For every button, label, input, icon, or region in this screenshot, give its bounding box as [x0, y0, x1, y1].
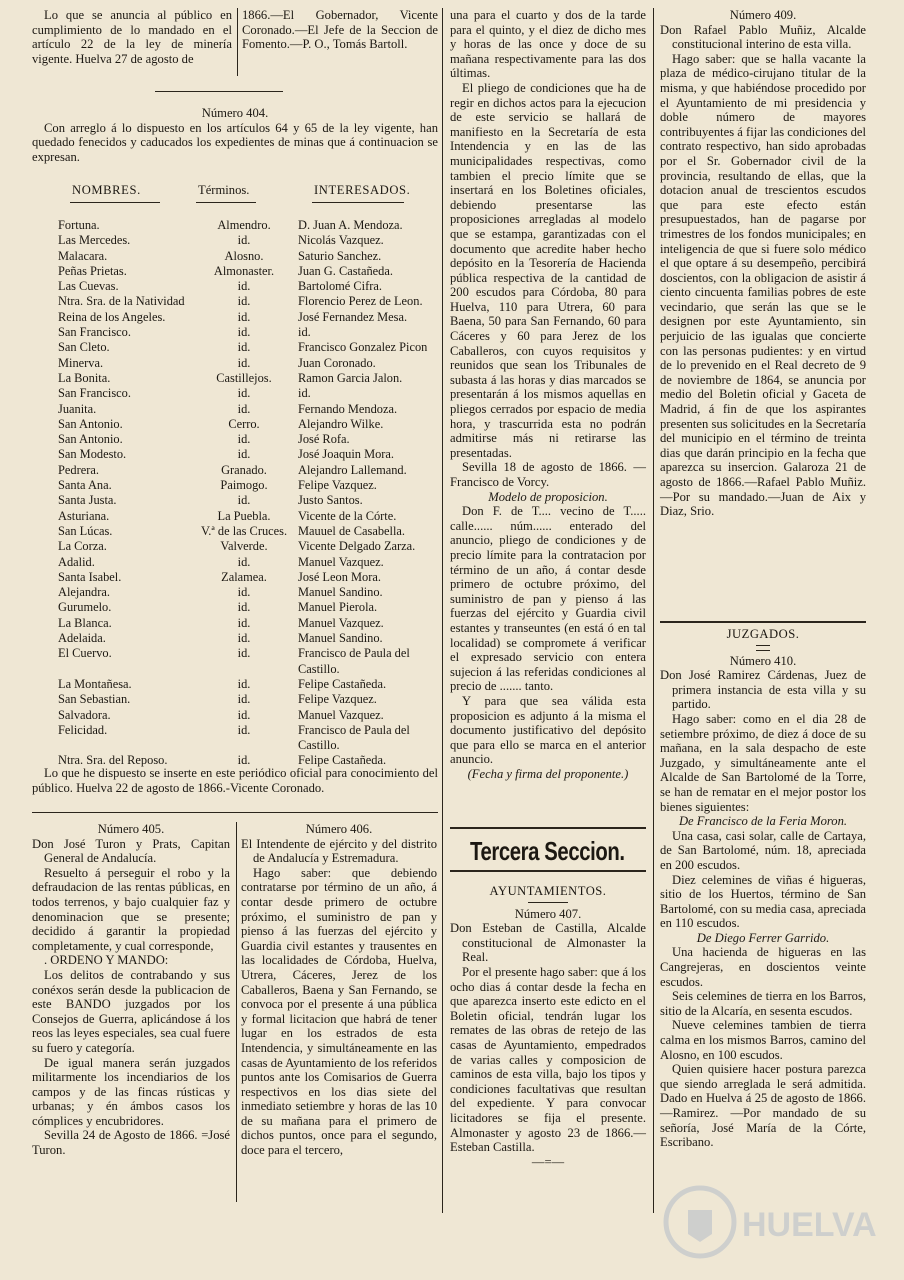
mine-name-cell: Ntra. Sra. de la Natividad: [58, 294, 185, 309]
termino-cell: V.ª de las Cruces.: [200, 523, 288, 538]
notice-406-para: una para el cuarto y dos de la tarde para el quinto, y el diez de dicho mes y horas de las once y doce de su mañana respectivamente para las dos últimas.: [450, 8, 646, 81]
mine-name-cell: Santa Isabel.: [58, 569, 122, 584]
table-row: [58, 356, 438, 371]
termino-cell: id.: [237, 294, 251, 309]
termino-cell: id.: [237, 585, 251, 600]
mine-name-cell: Asturiana.: [58, 508, 110, 523]
table-row: [58, 478, 438, 493]
termino-cell: id.: [237, 646, 251, 661]
continuation-text: Lo que se anuncia al público en cumplimiento de lo mandado en el artículo 22 de la ley de minería vigente. Huelva 27 de agosto de: [32, 8, 232, 66]
interesado-cell: Fernando Mendoza.: [298, 401, 398, 416]
termino-cell: id.: [237, 233, 251, 248]
owner-name: De Diego Ferrer Garrido.: [696, 930, 830, 945]
mine-name-cell: Fortuna.: [58, 218, 100, 232]
interesado-cell: José Rofa.: [298, 432, 350, 447]
table-row: [58, 662, 438, 677]
interesado-cell: Manuel Vazquez.: [298, 554, 384, 569]
table-row: [58, 585, 438, 600]
termino-cell: id.: [237, 615, 251, 630]
small-rule: [528, 902, 568, 903]
table-row: [58, 264, 438, 279]
termino-cell: Paimogo.: [220, 478, 268, 493]
table-row: [58, 447, 438, 462]
interesado-cell: Manuel Pierola.: [298, 600, 378, 615]
notice-405-para: Los delitos de contrabando y sus conéxos serán desde la publicacion de este BANDO juzgados por los Consejos de Guerra, aplicándose á los reos las leyes especiales, sea cual fuere su fuero y categoría.: [32, 967, 230, 1055]
column-divider: [442, 8, 443, 1213]
table-row: [58, 249, 438, 264]
notice-405: [32, 822, 230, 1158]
termino-cell: id.: [237, 447, 251, 462]
header-rule: [196, 202, 256, 203]
interesado-cell: Saturio Sanchez.: [298, 248, 382, 263]
top-mid-continuation: [242, 8, 438, 52]
notice-406-heading: El Intendente de ejército y del distrito de Andalucía y Estremadura.: [241, 836, 437, 866]
table-row: [58, 723, 438, 738]
header-interesados: INTERESADOS.: [314, 183, 411, 197]
column-divider: [653, 8, 654, 1213]
mine-name-cell: Gurumelo.: [58, 600, 112, 615]
library-seal-watermark: [660, 1170, 877, 1260]
termino-cell: id.: [237, 309, 251, 324]
ayuntamientos-section: [450, 884, 646, 1169]
header-nombres: NOMBRES.: [72, 183, 141, 197]
seal-wordmark: HUELVA: [742, 1206, 877, 1244]
table-row: [58, 340, 438, 355]
notice-406-title: Número 406.: [305, 822, 373, 836]
interesado-cell: Vicente Delgado Zarza.: [298, 539, 416, 554]
mine-name-cell: La Blanca.: [58, 615, 112, 630]
mine-name-cell: Alejandra.: [58, 585, 110, 600]
juzgados-section: [660, 627, 866, 1150]
termino-cell: [196, 662, 292, 677]
table-row: [58, 677, 438, 692]
notice-405-signature: Sevilla 24 de Agosto de 1866. =José Turon.: [32, 1128, 230, 1158]
notice-406-para: El pliego de condiciones que ha de regir en dichos actos para la ejecucion de este servicio se hallará de manifiesto en la Secretaría de esta Intendencia y en las de las municipalidades respectivas, como tambien el precio límite que se insertará en los Boletines oficiales, debiendo presentarse las proposiciones arregladas al modelo que se estampa, garantizadas con el documento que acredite haber hecho depósito en la Tesorería de Hacienda pública respectiva de la cantidad de 200 escudos para Córdoba, 80 para Huelva, 110 para Utrera, 60 para Baena, 50 para San Fernando, 60 para Cáceres y 60 para Jerez de los Caballeros, con cuyos requisitos y reunidos que sean los Tribunales de subasta á las horas y dias marcados se presentarán á los mismos aquellas en pliegos cerrados por espacio de media hora, y trascurrida esta no podrán admitirse más ni retirarse las presentadas.: [450, 80, 646, 460]
mines-table: [58, 218, 438, 769]
mine-name-cell: [58, 662, 196, 677]
termino-cell: id.: [237, 722, 251, 737]
interesado-cell: Manuel Vazquez.: [298, 615, 384, 630]
termino-cell: Valverde.: [220, 539, 268, 554]
modelo-text: Y para que sea válida esta proposicion es adjunto á la misma el documento justificativo del depósito que para ello se marca en el anterior anuncio.: [450, 693, 646, 767]
juzgados-heading: JUZGADOS.: [726, 627, 800, 641]
termino-cell: Alosno.: [224, 248, 264, 263]
table-row: [58, 417, 438, 432]
modelo-title: Modelo de proposicion.: [488, 489, 608, 504]
table-row: [58, 218, 438, 233]
table-row: [58, 463, 438, 478]
mine-name-cell: Malacara.: [58, 248, 108, 263]
interesado-cell: Alejandro Wilke.: [298, 416, 384, 431]
mine-name-cell: San Antonio.: [58, 432, 123, 447]
mine-name-cell: Minerva.: [58, 355, 104, 370]
table-row: [58, 371, 438, 386]
column-divider: [236, 822, 237, 1202]
notice-404-title: Número 404.: [201, 106, 269, 120]
notice-410-heading: Don José Ramirez Cárdenas, Juez de primera instancia de esta villa y su partido.: [660, 668, 866, 712]
termino-cell: id.: [237, 340, 251, 355]
interesado-cell: Florencio Perez de Leon.: [298, 294, 423, 309]
interesado-cell: id.: [298, 325, 311, 340]
mine-name-cell: [58, 738, 196, 753]
section-rule: [32, 812, 438, 813]
table-row: [58, 708, 438, 723]
notice-405-title: Número 405.: [97, 822, 165, 836]
interesado-cell: José Joaquin Mora.: [298, 447, 395, 462]
table-row: [58, 233, 438, 248]
interesado-cell: D. Juan A. Mendoza.: [298, 218, 403, 232]
notice-410-para: Hago saber: como en el dia 28 de setiembre próximo, de diez á doce de su mañana, en la sala despacho de este Juzgado, y simultáneamente ante el Alcalde de San Bartolomé de la Torre, se han de rematar en el mejor postor los bienes siguientes:: [660, 711, 866, 814]
header-rule: [312, 202, 404, 203]
table-row: [58, 493, 438, 508]
notice-407-heading: Don Esteban de Castilla, Alcalde constitucional de Almonaster la Real.: [450, 921, 646, 965]
termino-cell: La Puebla.: [217, 508, 271, 523]
notice-404-closing: [32, 766, 438, 795]
mine-name-cell: Pedrera.: [58, 462, 99, 477]
table-row: [58, 539, 438, 554]
table-row: [58, 402, 438, 417]
table-row: [58, 325, 438, 340]
mine-name-cell: Santa Ana.: [58, 478, 112, 493]
termino-cell: id.: [237, 676, 251, 691]
column-divider: [237, 8, 238, 76]
seal-shield-icon: [688, 1210, 712, 1242]
notice-410-para: Quien quisiere hacer postura parezca que siendo arreglada le será admitida. Dado en Huelva á 25 de agosto de 1866.—Ramirez. —Por mandado de su señoría, José María de la Córte, Escribano.: [660, 1062, 866, 1150]
interesado-cell: Manuel Vazquez.: [298, 707, 384, 722]
notice-406-para: Hago saber: que debiendo contratarse por término de un año, á contar desde primero de octubre próximo, el suministro de pan y pienso á las fuerzas del ejército y Guardia civil estantes y trausentes en las localidades de Córdoba, Huelva, Utrera, Cáceres, Jerez de los Caballeros, Baena y San Fernando, se convoca por el presente á una pública y formal licitacion que habrá de tener lugar en los estrados de esta Intendencia, y simultáneamente en las casas de Ayuntamiento de los referidos puntos ante los Comisarios de Guerra respectivos en los dias siete del inmediato setiembre y horas de las 10 de su mañana para el primero de dichos puntos, once para el segundo, doce para el tercero,: [241, 865, 437, 1158]
termino-cell: id.: [237, 631, 251, 646]
interesado-cell: Francisco de Paula del: [298, 722, 410, 737]
table-row: [58, 524, 438, 539]
interesado-cell: id.: [298, 386, 311, 401]
mine-name-cell: Las Mercedes.: [58, 233, 131, 248]
termino-cell: id.: [237, 753, 251, 768]
top-left-continuation: [32, 8, 232, 66]
termino-cell: id.: [237, 325, 251, 340]
table-row: [58, 738, 438, 753]
table-row: [58, 631, 438, 646]
section-rule-thick: [450, 870, 646, 872]
notice-409-title: Número 409.: [729, 8, 797, 22]
termino-cell: Almonaster.: [213, 263, 275, 278]
interesado-cell: Ramon Garcia Jalon.: [298, 370, 403, 385]
termino-cell: id.: [237, 692, 251, 707]
interesado-cell: Felipe Vazquez.: [298, 478, 377, 493]
notice-409-para: Hago saber: que se halla vacante la plaza de médico-cirujano titular de la misma, y que habiéndose procedido por el Ayuntamiento de mi presidencia y doble número de mayores contribuyentes á fijar las condiciones del contrato respectivo, han sido aprobadas por el Sr. Gobernador civil de la provincia, resultando de ellas, que la dotacion anual de trescientos escudos que para este efecto están presupuestados, han de pagarse por trimestres de los fondos municipales; en inteligencia de que si fuere solo médico el que optare á su desempeño, percibirá doscientos, con la obligacion de asistir á ciento cincuenta familias pobres de este vecindario, que serán las que se le designen por este Ayuntamiento, sin perjuicio de las igualas que concierte con las personas pudientes: y en virtud de lo prevenido en el Real decreto de 9 de noviembre de 1864, se anuncia por medio del Boletin oficial y Gaceta de Madrid, á fin de que los aspirantes presenten sus solicitudes en la Secretaría del municipio en el término de treinta dias que darán principio en la fecha que aparezca su insercion. Galaroza 21 de agosto de 1866.—Rafael Pablo Muñiz.—Por su mandado.—Juan de Aix y Diaz, Srio.: [660, 51, 866, 519]
interesado-cell: Vicente de la Córte.: [298, 508, 397, 523]
termino-cell: id.: [237, 432, 251, 447]
header-terminos: Términos.: [198, 183, 250, 197]
table-row: [58, 386, 438, 401]
mine-name-cell: Las Cuevas.: [58, 279, 119, 294]
interesado-cell: Castillo.: [298, 738, 340, 753]
mine-name-cell: Ntra. Sra. del Reposo.: [58, 753, 168, 768]
section-rule: [155, 91, 283, 92]
notice-407-para: Por el presente hago saber: que á los ocho dias á contar desde la fecha en que aparezca inserto este edicto en el Boletin oficial, tendrán lugar los remates de las obras de retejo de las casas de Ayuntamiento, empedrados de varias calles y composicion de caminos de esta villa, bajo los tipos y condiciones facultativas que resultan del expediente. Y para convocar licitadores se fija el presente. Almonaster y agosto 23 de 1866.—Esteban Castilla.: [450, 964, 646, 1155]
mine-name-cell: Adelaida.: [58, 631, 106, 646]
table-row: [58, 646, 438, 661]
termino-cell: Granado.: [221, 462, 267, 477]
mine-name-cell: Juanita.: [58, 401, 97, 416]
table-row: [58, 310, 438, 325]
interesado-cell: Manuel Sandino.: [298, 585, 383, 600]
termino-cell: id.: [237, 493, 251, 508]
mine-name-cell: San Sebastian.: [58, 692, 131, 707]
mine-name-cell: San Francisco.: [58, 325, 131, 340]
mine-name-cell: San Antonio.: [58, 416, 123, 431]
notice-410-title: Número 410.: [729, 653, 797, 668]
mine-name-cell: Santa Justa.: [58, 493, 117, 508]
table-row: [58, 509, 438, 524]
interesado-cell: Juan G. Castañeda.: [298, 263, 393, 278]
double-rule: [756, 645, 770, 651]
property-item: Seis celemines de tierra en los Barros, sitio de la Alcaría, en sesenta escudos.: [660, 989, 866, 1018]
interesado-cell: José Leon Mora.: [298, 569, 381, 584]
section-rule-thick: [660, 621, 866, 623]
interesado-cell: Castillo.: [298, 661, 340, 676]
interesado-cell: Alejandro Lallemand.: [298, 462, 407, 477]
termino-cell: Zalamea.: [221, 569, 267, 584]
termino-cell: [196, 738, 292, 753]
notice-405-heading: Don José Turon y Prats, Capitan General de Andalucía.: [32, 836, 230, 866]
notice-406-part1: [241, 822, 437, 1158]
table-row: [58, 570, 438, 585]
mine-name-cell: San Lúcas.: [58, 523, 113, 538]
interesado-cell: Bartolomé Cifra.: [298, 279, 382, 294]
table-row: [58, 600, 438, 615]
table-row: [58, 692, 438, 707]
interesado-cell: Felipe Vazquez.: [298, 692, 377, 707]
interesado-cell: Felipe Castañeda.: [298, 676, 387, 691]
interesado-cell: Francisco Gonzalez Picon: [298, 340, 428, 355]
mine-name-cell: El Cuervo.: [58, 646, 112, 661]
mine-name-cell: La Montañesa.: [58, 676, 132, 691]
mine-name-cell: San Modesto.: [58, 447, 127, 462]
interesado-cell: Nicolás Vazquez.: [298, 233, 384, 248]
notice-406-signature: Sevilla 18 de agosto de 1866. —Francisco de Vorcy.: [450, 460, 646, 489]
termino-cell: id.: [237, 386, 251, 401]
ordeno-y-mando: . ORDENO Y MANDO:: [44, 953, 169, 968]
mine-name-cell: La Bonita.: [58, 370, 111, 385]
termino-cell: id.: [237, 355, 251, 370]
table-row: [58, 616, 438, 631]
property-item: Diez celemines de viñas é higueras, sitio de los Huertos, término de San Bartolomé, con su media casa, apreciada en 110 escudos.: [660, 872, 866, 931]
modelo-firma: (Fecha y firma del proponente.): [467, 766, 629, 781]
mine-name-cell: San Cleto.: [58, 340, 110, 355]
mine-name-cell: La Corza.: [58, 539, 107, 554]
notice-409-heading: Don Rafael Pablo Muñiz, Alcalde constitucional interino de esta villa.: [660, 22, 866, 52]
notice-407-title: Número 407.: [514, 906, 582, 921]
termino-cell: id.: [237, 554, 251, 569]
termino-cell: id.: [237, 279, 251, 294]
notice-405-para: Resuelto á perseguir el robo y la defraudacion de las rentas públicas, en todos terrenos, y bajo cualquier faz y denominacion que se presente; decidido á garantir la propiedad completamente, y cual corresponde,: [32, 865, 230, 953]
table-row: [58, 432, 438, 447]
mine-name-cell: Adalid.: [58, 554, 95, 569]
termino-cell: id.: [237, 600, 251, 615]
interesado-cell: Mauuel de Casabella.: [298, 523, 406, 538]
notice-404-intro: Con arreglo á lo dispuesto en los artículos 64 y 65 de la ley vigente, han quedado fenecidos y caducados los expedientes de minas que á continuacion se expresan.: [32, 120, 438, 164]
termino-cell: Castillejos.: [216, 370, 272, 385]
header-rule: [70, 202, 160, 203]
termino-cell: Almendro.: [217, 218, 271, 232]
continuation-signature: 1866.—El Gobernador, Vicente Coronado.—El Jefe de la Seccion de Fomento.—P. O., Tomás Bartoll.: [242, 8, 438, 52]
ayuntamientos-heading: AYUNTAMIENTOS.: [489, 884, 607, 898]
notice-405-para: De igual manera serán juzgados militarmente los incendiarios de los campos y de las fincas rústicas y urbanas; y én ámbos casos los cómplices y encubridores.: [32, 1055, 230, 1128]
termino-cell: id.: [237, 707, 251, 722]
section-rule-thick: [450, 827, 646, 829]
termino-cell: Cerro.: [228, 416, 260, 431]
property-item: Una hacienda de higueras en las Cangrejeras, en doscientos veinte escudos.: [660, 945, 866, 989]
notice-404: [32, 106, 438, 164]
property-item: Nueve celemines tambien de tierra calma en los mismos Barros, camino del Alosno, en 100 escudos.: [660, 1018, 866, 1062]
interesado-cell: Manuel Sandino.: [298, 631, 383, 646]
table-row: [58, 279, 438, 294]
owner-name: De Francisco de la Feria Moron.: [678, 814, 848, 829]
mine-name-cell: Reina de los Angeles.: [58, 309, 166, 324]
interesado-cell: José Fernandez Mesa.: [298, 309, 408, 324]
interesado-cell: Francisco de Paula del: [298, 646, 410, 661]
end-mark: —=—: [531, 1154, 565, 1169]
property-item: Una casa, casi solar, calle de Cartaya, de San Bartolomé, núm. 18, apreciada en 200 escudos.: [660, 828, 866, 872]
table-row: [58, 294, 438, 309]
interesado-cell: Justo Santos.: [298, 493, 363, 508]
termino-cell: id.: [237, 401, 251, 416]
mine-name-cell: San Francisco.: [58, 386, 131, 401]
interesado-cell: Juan Coronado.: [298, 355, 376, 370]
table-row: [58, 555, 438, 570]
closing-text: Lo que he dispuesto se inserte en este periódico oficial para conocimiento del público. Huelva 22 de agosto de 1866.-Vicente Coronado.: [32, 766, 438, 795]
mine-name-cell: Salvadora.: [58, 707, 111, 722]
notice-406-part2: [450, 8, 646, 781]
notice-409: [660, 8, 866, 519]
modelo-text: Don F. de T.... vecino de T..... calle...... núm...... enterado del anuncio, pliego de condiciones y de precio límite para la contratacion por término de un año, á contar desde primero de octubre próximo, del suministro de pan y pienso á las fuerzas del ejército y Guardia civil estantes y transeuntes (en está ó en tal localidad) se compromete á verificar el expresado servicio con entera sujecion á las referidas condiciones al precio de ....... tanto.: [450, 504, 646, 694]
interesado-cell: Felipe Castañeda.: [298, 753, 387, 768]
mine-name-cell: Peñas Prietas.: [58, 263, 127, 278]
tercera-seccion-title: Tercera Seccion.: [470, 836, 625, 866]
mine-name-cell: Felicidad.: [58, 722, 108, 737]
